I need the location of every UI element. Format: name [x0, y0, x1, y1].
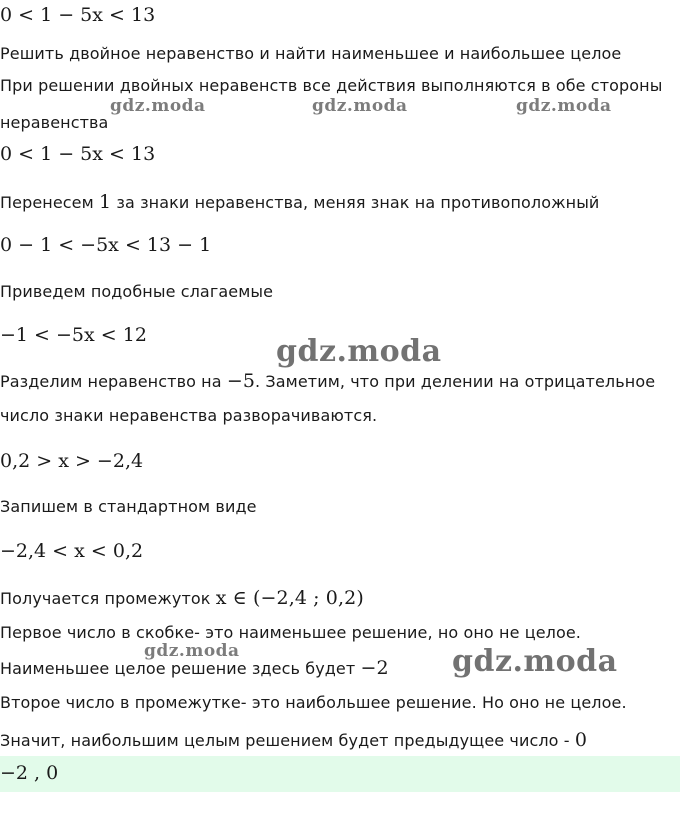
max-integer-number: 0	[574, 729, 588, 751]
rule-text: При решении двойных неравенств все действия выполняются в обе стороны	[0, 76, 663, 95]
min-integer-label: Наименьшее целое решение здесь будет	[0, 659, 356, 678]
divide-text-continued: число знаки неравенства разворачиваются.	[0, 406, 378, 425]
divide-text	[0, 370, 655, 392]
answer-value: −2 , 0	[0, 762, 59, 784]
equation-standard: −2,4 < x < 0,2	[0, 540, 144, 562]
equation-simplified: −1 < −5x < 12	[0, 324, 147, 346]
equation-initial: 0 < 1 − 5x < 13	[0, 4, 156, 26]
answer-box	[0, 756, 680, 792]
max-integer-label: Значит, наибольшим целым решением будет предыдущее число -	[0, 731, 570, 750]
task-statement: Решить двойное неравенство и найти наименьшее и наибольшее целое	[0, 44, 622, 63]
watermark-logo: gdz.moda	[144, 641, 240, 661]
equation-divided: 0,2 > x > −2,4	[0, 450, 144, 472]
rule-text-continued: неравенства	[0, 113, 109, 132]
move-number: 1	[98, 191, 112, 213]
interval-math: x ∈ (−2,4 ; 0,2)	[215, 587, 364, 609]
second-number-text: Второе число в промежутке- это наибольшее решение. Но оно не целое.	[0, 693, 627, 712]
watermark-logo: gdz.moda	[312, 96, 408, 116]
watermark-logo: gdz.moda	[516, 96, 612, 116]
watermark-logo: gdz.moda	[452, 644, 618, 679]
divide-text-before: Разделим неравенство на	[0, 372, 222, 391]
standard-form-text: Запишем в стандартном виде	[0, 497, 257, 516]
watermark-logo: gdz.moda	[110, 96, 206, 116]
first-number-text: Первое число в скобке- это наименьшее решение, но оно не целое.	[0, 623, 581, 642]
divide-number: −5	[226, 370, 256, 392]
simplify-text: Приведем подобные слагаемые	[0, 282, 274, 301]
max-integer-text	[0, 729, 587, 751]
divide-text-after: . Заметим, что при делении на отрицательное	[255, 372, 656, 391]
move-terms-text	[0, 191, 599, 213]
interval-label: Получается промежуток	[0, 589, 211, 608]
min-integer-number: −2	[360, 657, 389, 679]
watermark-logo: gdz.moda	[276, 334, 442, 369]
move-text-after: за знаки неравенства, меняя знак на противоположный	[116, 193, 600, 212]
equation-repeat: 0 < 1 − 5x < 13	[0, 143, 156, 165]
equation-moved: 0 − 1 < −5x < 13 − 1	[0, 234, 212, 256]
move-text-before: Перенесем	[0, 193, 94, 212]
interval-text	[0, 587, 364, 609]
